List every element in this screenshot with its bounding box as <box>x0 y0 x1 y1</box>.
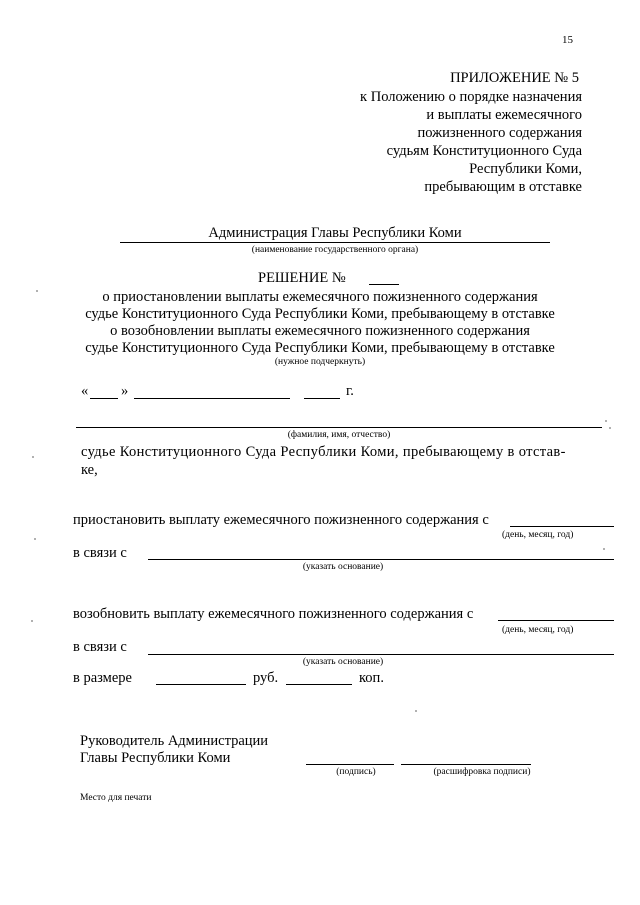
suspend-reason-field <box>148 559 614 560</box>
appendix-line: пожизненного содержания <box>417 125 582 141</box>
decision-option: о возобновлении выплаты ежемесячного пожизненного содержания <box>110 323 530 339</box>
date-month-field <box>134 398 290 399</box>
suspend-reason-label: в связи с <box>73 545 127 561</box>
appendix-line: судьям Конституционного Суда <box>386 143 582 159</box>
date-year-suffix: г. <box>346 383 354 399</box>
appendix-title: ПРИЛОЖЕНИЕ № 5 <box>450 70 579 86</box>
signature-decode-caption: (расшифровка подписи) <box>433 767 531 777</box>
date-year-field <box>304 398 340 399</box>
scan-speck <box>32 456 34 458</box>
scan-speck <box>36 290 38 292</box>
decision-number-field <box>369 284 399 285</box>
underline-hint: (нужное подчеркнуть) <box>274 357 366 367</box>
resume-text: возобновить выплату ежемесячного пожизненного содержания с <box>73 606 474 622</box>
signatory-position: Руководитель Администрации <box>80 733 269 749</box>
scan-speck <box>415 710 417 712</box>
page-number: 15 <box>562 34 573 46</box>
fio-caption: (фамилия, имя, отчество) <box>287 430 391 440</box>
scan-speck <box>609 427 611 429</box>
stamp-place: Место для печати <box>80 793 152 803</box>
appendix-line: Республики Коми, <box>469 161 582 177</box>
amount-kop-field <box>286 684 352 685</box>
scan-speck <box>603 548 605 550</box>
resume-date-caption: (день, месяц, год) <box>502 625 574 635</box>
appendix-line: и выплаты ежемесячного <box>426 107 582 123</box>
signature-caption: (подпись) <box>336 767 376 777</box>
amount-kop-label: коп. <box>359 670 384 686</box>
scan-speck <box>605 420 607 422</box>
appendix-line: пребывающим в отставке <box>424 179 582 195</box>
suspend-date-caption: (день, месяц, год) <box>502 530 574 540</box>
organization-caption: (наименование государственного органа) <box>251 245 419 255</box>
signature-decode-field <box>401 764 531 765</box>
addressee-line: судье Конституционного Суда Республики Коми, пребывающему в отстав- <box>81 444 566 460</box>
amount-label: в размере <box>73 670 132 686</box>
decision-title: РЕШЕНИЕ № <box>258 270 346 286</box>
resume-reason-label: в связи с <box>73 639 127 655</box>
date-open-quote: « <box>81 383 89 399</box>
amount-rub-label: руб. <box>253 670 279 686</box>
decision-option: судье Конституционного Суда Республики Коми, пребывающему в отставке <box>85 306 555 322</box>
decision-option: судье Конституционного Суда Республики Коми, пребывающему в отставке <box>85 340 555 356</box>
date-day-field <box>90 398 118 399</box>
signatory-position: Главы Республики Коми <box>80 750 231 766</box>
organization-underline <box>120 242 550 243</box>
organization-name: Администрация Главы Республики Коми <box>208 225 462 241</box>
resume-date-field <box>498 620 614 621</box>
scan-speck <box>31 620 33 622</box>
addressee-line: ке, <box>81 462 98 478</box>
suspend-reason-caption: (указать основание) <box>302 562 384 572</box>
resume-reason-field <box>148 654 614 655</box>
suspend-date-field <box>510 526 614 527</box>
scan-speck <box>34 538 36 540</box>
appendix-line: к Положению о порядке назначения <box>360 89 582 105</box>
signature-field <box>306 764 394 765</box>
resume-reason-caption: (указать основание) <box>302 657 384 667</box>
date-close-quote: » <box>121 383 129 399</box>
fio-field <box>76 427 602 428</box>
suspend-text: приостановить выплату ежемесячного пожизненного содержания с <box>73 512 489 528</box>
amount-rub-field <box>156 684 246 685</box>
decision-option: о приостановлении выплаты ежемесячного пожизненного содержания <box>102 289 538 305</box>
